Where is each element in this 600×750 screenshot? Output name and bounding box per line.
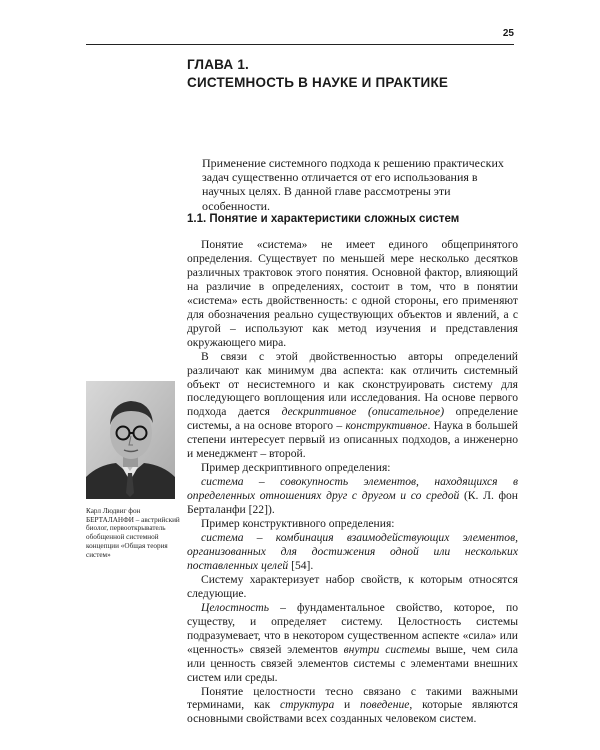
term-structure: структура bbox=[280, 698, 335, 712]
term-integrity: Целостность bbox=[201, 600, 270, 614]
paragraph-integrity: Целостность – фундаментальное свойство, которое, по существу, и определяет систему. Целостность системы подразумевает, что в некотором существенном аспекте «сила» или «ценность» связей элементов внутри системы выше, чем сила или ценность связей элементов системы с элементами внешних систем или среды. bbox=[187, 600, 518, 684]
header-rule bbox=[86, 44, 514, 45]
definition-constructive: система – комбинация взаимодействующих элементов, организованных для достижения одной или нескольких поставленных целей [54]. bbox=[187, 531, 518, 572]
photo-caption: Карл Людвиг фон БЕРТАЛАНФИ – австрийский биолог, первооткрыватель обобщенной системной концепции «Общая теория систем» bbox=[86, 507, 180, 559]
paragraph: Пример дескриптивного определения: bbox=[201, 461, 391, 475]
term-descriptive: дескриптивное (описательное) bbox=[281, 405, 445, 419]
body-text bbox=[187, 238, 518, 726]
chapter-title bbox=[187, 56, 448, 92]
chapter-intro: Применение системного подхода к решению практических задач существенно отличается от его использования в научных целях. В данной главе рассмотрены эти особенности. bbox=[202, 156, 504, 213]
term-behavior: поведение bbox=[360, 698, 410, 712]
chapter-name: СИСТЕМНОСТЬ В НАУКЕ И ПРАКТИКЕ bbox=[187, 75, 449, 90]
term-inside-system: внутри системы bbox=[343, 642, 430, 656]
term-constructive: конструктивное bbox=[345, 419, 428, 433]
paragraph: Систему характеризует набор свойств, к которым относятся следующие. bbox=[187, 572, 518, 600]
definition-descriptive: система – совокупность элементов, находящихся в определенных отношениях друг с другом и со средой (К. Л. фон Берталанфи [22]). bbox=[187, 475, 519, 517]
paragraph: Понятие «система» не имеет единого общепринятого определения. Существует по меньшей мере несколько десятков различных трактовок этого понятия. Основной фактор, влияющий на различие в определениях, состоит в том, что в понятии «система» есть двойственность: с одной стороны, его применяют для обозначения реально существующих объектов и явлений, а с другой – используют как метод изучения и представления окружающего мира. bbox=[187, 238, 518, 349]
portrait-photo bbox=[86, 381, 175, 499]
paragraph: Пример конструктивного определения: bbox=[201, 517, 395, 531]
chapter-label: ГЛАВА 1. bbox=[187, 57, 249, 72]
section-heading: 1.1. Понятие и характеристики сложных систем bbox=[187, 213, 460, 225]
portrait-image bbox=[86, 381, 175, 499]
page-number: 25 bbox=[502, 28, 514, 39]
paragraph: Понятие целостности тесно связано с такими важными терминами, как структура и поведение, которые являются основными свойствами всех созданных человеком систем. bbox=[187, 684, 518, 726]
paragraph: В связи с этой двойственностью авторы определений различают как минимум два аспекта: как отличить системный объект от несистемного и как сконструировать систему для последующего воплощения или исследования. На основе первого подхода дается дескриптивное (описательное) определение системы, а на основе второго – конструктивное. Наука в большей степени интересует первый из описанных подходов, а инженерно и менеджмент – второй. bbox=[187, 349, 519, 461]
